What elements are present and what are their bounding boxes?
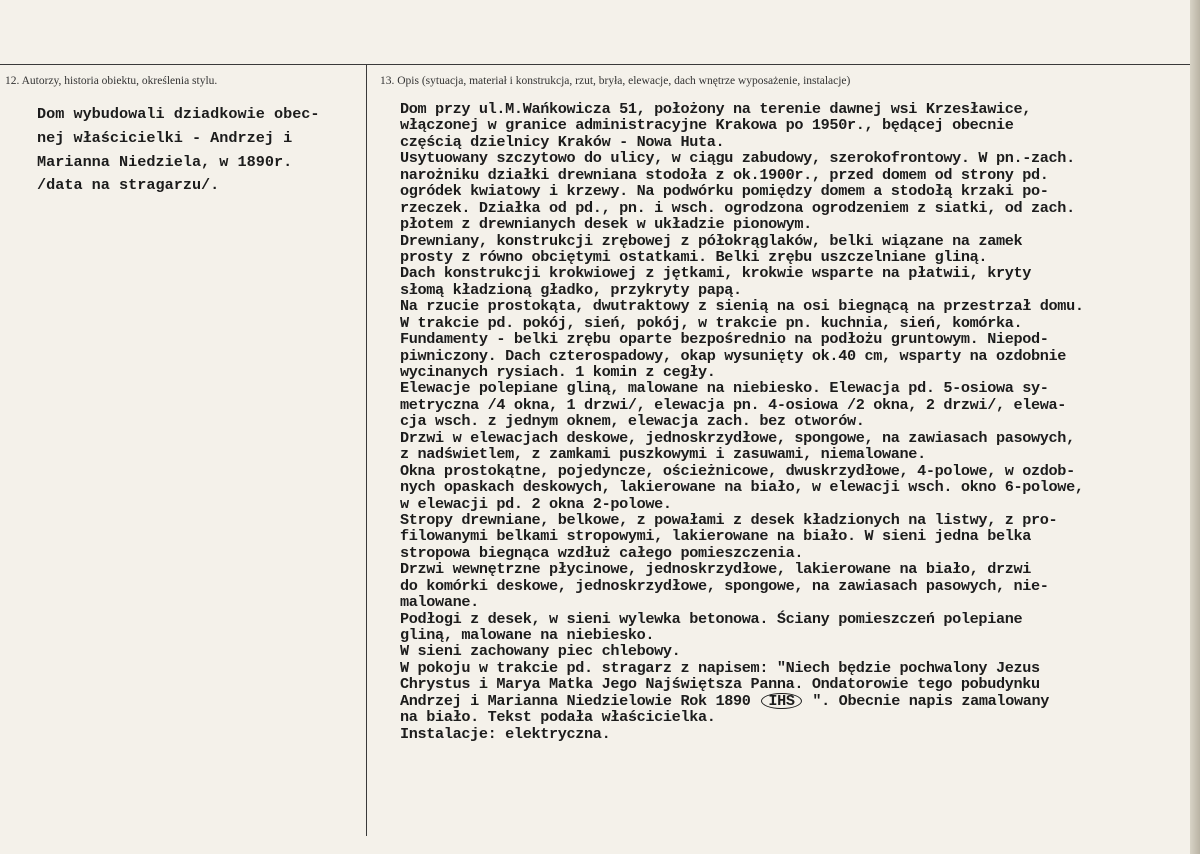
text-line: z nadświetlem, z zamkami puszkowymi i zasuwami, niemalowane. bbox=[400, 445, 926, 464]
section-12-body bbox=[37, 103, 362, 198]
text-line: Dom wybudowali dziadkowie obec- bbox=[37, 105, 320, 123]
text-line: Drewniany, konstrukcji zrębowej z półokrąglaków, belki wiązane na zamek bbox=[400, 231, 1023, 250]
text-line bbox=[400, 693, 1190, 709]
text-line: filowanymi belkami stropowymi, lakierowane na biało. W sieni jedna belka bbox=[400, 527, 1032, 546]
text-line: /data na stragarzu/. bbox=[37, 176, 220, 195]
text-line: wycinanych rysiach. 1 komin z cegły. bbox=[400, 363, 716, 381]
text-line: włączonej w granice administracyjne Krakowa po 1950r., będącej obecnie bbox=[400, 116, 1014, 135]
text-line: Usytuowany szczytowo do ulicy, w ciągu zabudowy, szerokofrontowy. W pn.-zach. bbox=[400, 149, 1075, 168]
text-line: na biało. Tekst podała właścicielka. bbox=[400, 708, 716, 727]
page-edge bbox=[1190, 0, 1200, 854]
text-line: ogródek kwiatowy i krzewy. Na podwórku pomiędzy domem a stodołą krzaki po- bbox=[400, 182, 1049, 201]
text-line: gliną, malowane na niebiesko. bbox=[400, 626, 655, 644]
text-line: nej właścicielki - Andrzej i bbox=[37, 128, 293, 147]
text-line: nych opaskach deskowych, lakierowane na biało, w elewacji wsch. okno 6-polowe, bbox=[400, 478, 1084, 497]
text-line: Marianna Niedziela, w 1890r. bbox=[37, 152, 293, 171]
text-line: prosty z równo obciętymi ostatkami. Belki zrębu uszczelniane gliną. bbox=[400, 247, 988, 266]
text-line: narożniku działki drewniana stodoła z ok.1900r., przed domem od strony pd. bbox=[400, 165, 1049, 184]
text-line: Drzwi wewnętrzne płycinowe, jednoskrzydłowe, lakierowane na biało, drzwi bbox=[400, 560, 1032, 579]
text-line: do komórki deskowe, jednoskrzydłowe, spongowe, na zawiasach pasowych, nie- bbox=[400, 576, 1049, 595]
text-line: metryczna /4 okna, 1 drzwi/, elewacja pn. 4-osiowa /2 okna, 2 drzwi/, elewa- bbox=[400, 395, 1067, 414]
text-line: Podłogi z desek, w sieni wylewka betonowa. Ściany pomieszczeń polepiane bbox=[400, 609, 1023, 628]
section-13-body bbox=[400, 101, 1190, 742]
column-divider bbox=[366, 64, 367, 836]
text-line: stropowa biegnąca wzdłuż całego pomieszczenia. bbox=[400, 543, 804, 562]
horizontal-rule bbox=[0, 64, 1190, 65]
text-line: Chrystus i Marya Matka Jego Najświętsza Panna. Ondatorowie tego pobudynku bbox=[400, 675, 1040, 694]
text-line: w elewacji pd. 2 okna 2-polowe. bbox=[400, 494, 672, 513]
text-line: Na rzucie prostokąta, dwutraktowy z sienią na osi biegnącą na przestrzał domu. bbox=[400, 297, 1084, 316]
text-line: Dach konstrukcji krokwiowej z jętkami, krokwie wsparte na płatwii, kryty bbox=[400, 264, 1032, 283]
text-line: rzeczek. Działka od pd., pn. i wsch. ogrodzona ogrodzeniem z siatki, od zach. bbox=[400, 198, 1075, 217]
text-fragment: Andrzej i Marianna Niedzielowie Rok 1890 bbox=[400, 691, 751, 710]
text-line: Instalacje: elektryczna. bbox=[400, 724, 611, 743]
text-line: Elewacje polepiane gliną, malowane na niebiesko. Elewacja pd. 5-osiowa sy- bbox=[400, 379, 1049, 398]
text-line: Dom przy ul.M.Wańkowicza 51, położony na terenie dawnej wsi Krzesławice, bbox=[400, 100, 1032, 118]
text-line: piwniczony. Dach czterospadowy, okap wysunięty ok.40 cm, wsparty na ozdobnie bbox=[400, 346, 1067, 365]
text-line: Okna prostokątne, pojedyncze, ościeżnicowe, dwuskrzydłowe, 4-polowe, w ozdob- bbox=[400, 461, 1075, 480]
text-line: W sieni zachowany piec chlebowy. bbox=[400, 642, 681, 661]
text-line: Fundamenty - belki zrębu oparte bezpośrednio na podłożu gruntowym. Niepod- bbox=[400, 330, 1049, 349]
text-line: Stropy drewniane, belkowe, z powałami z desek kładzionych na listwy, z pro- bbox=[400, 510, 1058, 529]
text-line: W trakcie pd. pokój, sień, pokój, w trakcie pn. kuchnia, sień, komórka. bbox=[400, 313, 1023, 332]
text-line: częścią dzielnicy Kraków - Nowa Huta. bbox=[400, 132, 725, 151]
text-line: malowane. bbox=[400, 593, 479, 612]
text-fragment: ". Obecnie napis zamalowany bbox=[812, 691, 1050, 710]
ihs-monogram: IHS bbox=[761, 693, 801, 709]
text-line: W pokoju w trakcie pd. stragarz z napisem: "Niech będzie pochwalony Jezus bbox=[400, 658, 1040, 677]
text-line: słomą kładzioną gładko, przykryty papą. bbox=[400, 280, 742, 299]
text-line: cja wsch. z jednym oknem, elewacja zach. bez otworów. bbox=[400, 412, 865, 431]
text-line: Drzwi w elewacjach deskowe, jednoskrzydłowe, spongowe, na zawiasach pasowych, bbox=[400, 428, 1075, 447]
text-line: płotem z drewnianych desek w układzie pionowym. bbox=[400, 215, 812, 234]
section-13-heading: 13. Opis (sytuacja, materiał i konstrukcja, rzut, bryła, elewacje, dach wnętrze wyposażenie, instalacje) bbox=[380, 75, 851, 87]
section-12-heading: 12. Autorzy, historia obiektu, określenia stylu. bbox=[5, 75, 218, 87]
